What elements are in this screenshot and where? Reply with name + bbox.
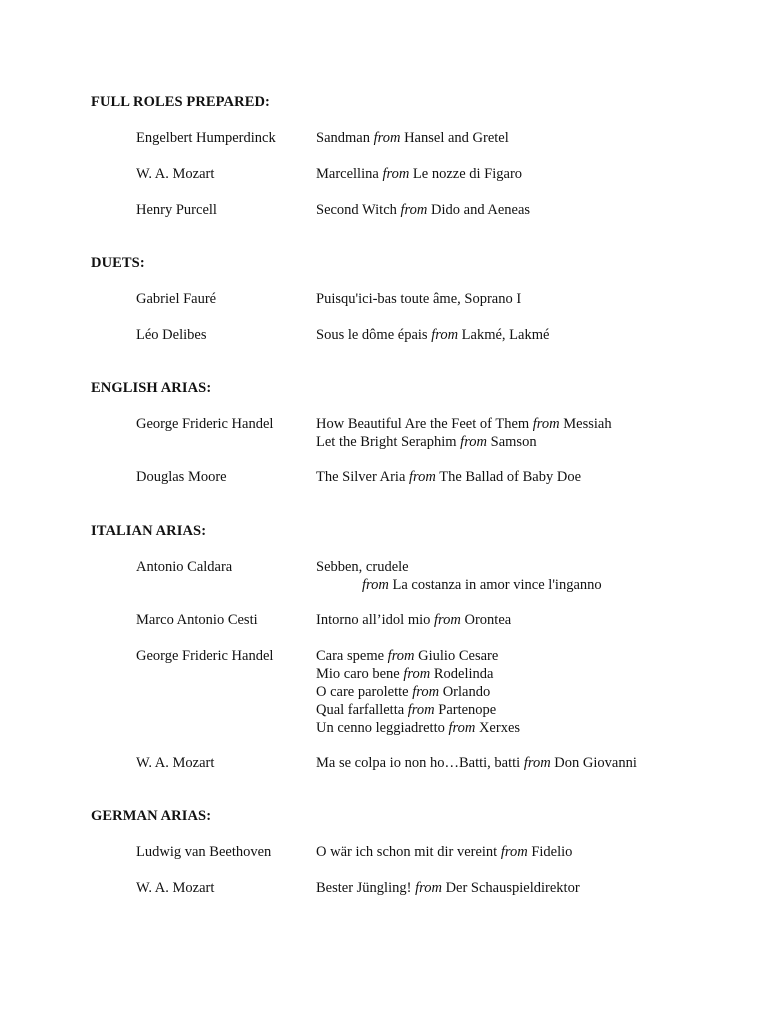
section-heading-english-arias: ENGLISH ARIAS: (91, 380, 212, 396)
work-line: Cara speme from Giulio Cesare (316, 648, 499, 664)
composer-name: Henry Purcell (136, 202, 217, 218)
work-line: Bester Jüngling! from Der Schauspieldirektor (316, 880, 580, 896)
work-line: O care parolette from Orlando (316, 684, 491, 700)
work-line: The Silver Aria from The Ballad of Baby Doe (316, 469, 582, 485)
work-line: O wär ich schon mit dir vereint from Fidelio (316, 844, 573, 860)
section-heading-duets: DUETS: (91, 255, 145, 271)
work-line: Qual farfalletta from Partenope (316, 702, 497, 718)
composer-name: Douglas Moore (136, 469, 227, 485)
work-line: Second Witch from Dido and Aeneas (316, 202, 531, 218)
work-entry (316, 415, 612, 451)
composer-name: W. A. Mozart (136, 755, 215, 771)
work-line: Intorno all’idol mio from Orontea (316, 612, 512, 628)
work-entry (316, 879, 580, 897)
work-line: Puisqu'ici-bas toute âme, Soprano I (316, 291, 522, 307)
composer-name: Léo Delibes (136, 327, 207, 343)
composer-name: Engelbert Humperdinck (136, 130, 276, 146)
work-line: Sandman from Hansel and Gretel (316, 130, 509, 146)
work-entry (316, 129, 509, 147)
work-line: Let the Bright Seraphim from Samson (316, 434, 537, 450)
section-heading-italian-arias: ITALIAN ARIAS: (91, 523, 207, 539)
work-entry (316, 468, 581, 486)
section-heading-german-arias: GERMAN ARIAS: (91, 808, 212, 824)
work-entry (316, 326, 549, 344)
work-line: Un cenno leggiadretto from Xerxes (316, 720, 521, 736)
composer-name: Ludwig van Beethoven (136, 844, 272, 860)
work-entry (316, 647, 520, 737)
work-entry (316, 165, 522, 183)
work-entry (316, 201, 530, 219)
work-entry (316, 611, 511, 629)
composer-name: Gabriel Fauré (136, 291, 217, 307)
work-line: Marcellina from Le nozze di Figaro (316, 166, 523, 182)
work-entry (316, 843, 572, 861)
composer-name: W. A. Mozart (136, 166, 215, 182)
work-line: Mio caro bene from Rodelinda (316, 666, 494, 682)
composer-name: George Frideric Handel (136, 416, 274, 432)
work-entry (316, 558, 602, 594)
work-line: Sous le dôme épais from Lakmé, Lakmé (316, 327, 550, 343)
composer-name: Antonio Caldara (136, 559, 233, 575)
work-line: How Beautiful Are the Feet of Them from Messiah (316, 416, 612, 432)
section-heading-full-roles: FULL ROLES PREPARED: (91, 94, 270, 110)
composer-name: W. A. Mozart (136, 880, 215, 896)
work-line: Sebben, crudele (316, 559, 409, 575)
composer-name: George Frideric Handel (136, 648, 274, 664)
work-line: Ma se colpa io non ho…Batti, batti from Don Giovanni (316, 755, 637, 771)
work-entry (316, 290, 521, 308)
work-entry (316, 754, 637, 772)
work-line: from La costanza in amor vince l'inganno (362, 577, 602, 593)
composer-name: Marco Antonio Cesti (136, 612, 258, 628)
